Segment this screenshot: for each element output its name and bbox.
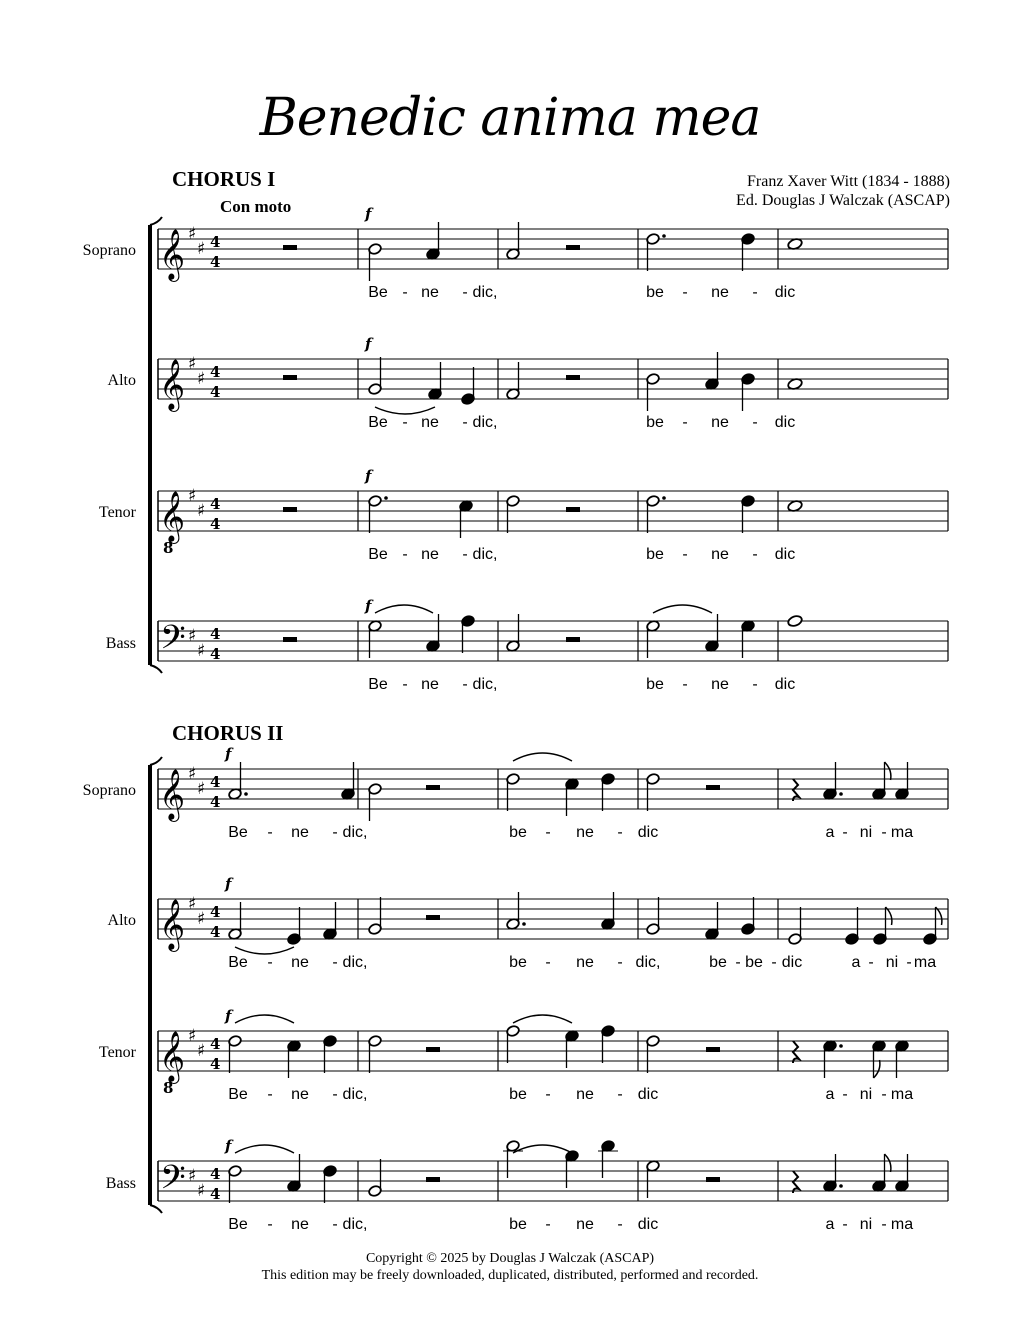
lyric-syllable: Be — [228, 824, 248, 841]
rest — [283, 375, 297, 380]
key-signature-sharp: ♯ — [197, 641, 206, 661]
staff — [158, 1007, 948, 1103]
lyric-syllable: ne — [711, 284, 729, 301]
lyric-syllable: ne — [576, 824, 594, 841]
lyric-syllable: be — [646, 284, 664, 301]
rest — [283, 507, 297, 512]
key-signature-sharp: ♯ — [197, 369, 206, 389]
lyric-syllable: be — [646, 546, 664, 563]
lyric-syllable: - — [617, 954, 623, 971]
lyric-syllable: dic, — [472, 676, 498, 693]
lyric-syllable: ne — [291, 1086, 309, 1103]
augmentation-dot — [384, 496, 388, 500]
lyric-syllable: - — [881, 824, 887, 841]
rest — [706, 1047, 720, 1052]
key-signature-sharp: ♯ — [188, 894, 197, 914]
lyric-syllable: ne — [576, 1216, 594, 1233]
treble-clef: 𝄞 — [159, 769, 186, 820]
dynamic-marking: f — [225, 745, 232, 763]
bass-clef: 𝄢 — [160, 619, 186, 665]
lyric-syllable: dic — [774, 414, 796, 431]
treble-clef: 𝄞 — [159, 1031, 186, 1082]
lyric-syllable: - — [267, 954, 273, 971]
key-signature-sharp: ♯ — [188, 354, 197, 374]
dynamic-marking: f — [365, 597, 372, 615]
augmentation-dot — [662, 234, 666, 238]
rest — [426, 915, 440, 920]
voice-name: Soprano — [82, 242, 136, 259]
lyric-syllable: ne — [291, 824, 309, 841]
lyric-syllable: ne — [421, 414, 439, 431]
key-signature-sharp: ♯ — [197, 1181, 206, 1201]
composer-credit: Franz Xaver Witt (1834 - 1888) — [746, 173, 950, 190]
lyric-syllable: dic — [774, 676, 796, 693]
lyric-syllable: dic, — [472, 414, 498, 431]
voice-name: Soprano — [82, 782, 136, 799]
staff — [158, 875, 948, 971]
key-signature-sharp: ♯ — [197, 909, 206, 929]
lyric-syllable: - — [545, 954, 551, 971]
rest — [566, 245, 580, 250]
dynamic-marking: f — [225, 1007, 232, 1025]
time-signature-top: 4 — [210, 495, 221, 513]
lyric-syllable: - — [545, 824, 551, 841]
time-signature-top: 4 — [210, 625, 221, 643]
staff — [158, 745, 948, 841]
dynamic-marking: f — [365, 205, 372, 223]
quarter-rest — [793, 779, 799, 801]
key-signature-sharp: ♯ — [188, 224, 197, 244]
lyric-syllable: ne — [711, 546, 729, 563]
note-flag — [885, 762, 891, 780]
lyric-syllable: - — [617, 1086, 623, 1103]
lyric-syllable: - — [267, 824, 273, 841]
key-signature-sharp: ♯ — [197, 501, 206, 521]
lyric-syllable: - — [462, 546, 468, 563]
lyric-syllable: - — [462, 284, 468, 301]
time-signature-bottom: 4 — [210, 793, 221, 811]
note-head — [787, 614, 803, 627]
slur — [513, 1145, 572, 1153]
lyric-syllable: - — [332, 1216, 338, 1233]
lyric-syllable: be — [646, 676, 664, 693]
lyric-syllable: ni — [885, 954, 899, 971]
lyric-syllable: Be — [228, 1086, 248, 1103]
rest — [426, 785, 440, 790]
treble-clef: 𝄞 — [159, 229, 186, 280]
rest — [566, 507, 580, 512]
lyric-syllable: be — [509, 824, 527, 841]
bracket-top-hook — [150, 757, 162, 765]
lyric-syllable: - — [752, 284, 758, 301]
lyric-syllable: dic, — [635, 954, 661, 971]
rest — [566, 637, 580, 642]
lyric-syllable: Be — [368, 676, 388, 693]
dynamic-marking: f — [225, 1137, 232, 1155]
voice-name: Bass — [105, 635, 136, 652]
lyric-syllable: - — [545, 1216, 551, 1233]
key-signature-sharp: ♯ — [197, 779, 206, 799]
time-signature-bottom: 4 — [210, 383, 221, 401]
lyric-syllable: - — [881, 1216, 887, 1233]
note-flag — [874, 1060, 880, 1078]
lyric-syllable: ne — [421, 676, 439, 693]
augmentation-dot — [839, 1044, 843, 1048]
lyric-syllable: - — [735, 954, 741, 971]
staff — [158, 597, 948, 693]
key-signature-sharp: ♯ — [188, 1166, 197, 1186]
quarter-rest — [793, 1041, 799, 1063]
time-signature-top: 4 — [210, 903, 221, 921]
lyric-syllable: dic, — [342, 1216, 368, 1233]
augmentation-dot — [522, 922, 526, 926]
time-signature-bottom: 4 — [210, 1055, 221, 1073]
staff — [158, 1137, 948, 1233]
key-signature-sharp: ♯ — [188, 626, 197, 646]
slur — [375, 605, 433, 613]
lyric-syllable: Be — [228, 1216, 248, 1233]
lyric-syllable: - — [682, 414, 688, 431]
lyric-syllable: - — [617, 824, 623, 841]
lyric-syllable: be — [509, 1216, 527, 1233]
voice-name: Bass — [105, 1175, 136, 1192]
lyric-syllable: - — [617, 1216, 623, 1233]
staff — [158, 467, 948, 563]
lyric-syllable: - — [906, 954, 912, 971]
lyric-syllable: ma — [890, 1216, 914, 1233]
lyric-syllable: be — [509, 1086, 527, 1103]
lyric-syllable: - — [267, 1216, 273, 1233]
staff — [158, 335, 948, 431]
time-signature-top: 4 — [210, 1165, 221, 1183]
lyric-syllable: dic — [637, 1216, 659, 1233]
lyric-syllable: - — [771, 954, 777, 971]
lyric-syllable: - — [842, 824, 848, 841]
system-2 — [150, 745, 948, 1233]
lyric-syllable: - — [881, 1086, 887, 1103]
lyric-syllable: - — [752, 676, 758, 693]
lyric-syllable: ne — [711, 414, 729, 431]
bracket-bottom-hook — [150, 1205, 162, 1213]
treble-clef: 𝄞 — [159, 359, 186, 410]
quarter-rest — [793, 1171, 799, 1193]
lyric-syllable: dic, — [342, 824, 368, 841]
dynamic-marking: f — [365, 467, 372, 485]
voice-name: Tenor — [98, 1044, 136, 1061]
time-signature-bottom: 4 — [210, 923, 221, 941]
lyric-syllable: - — [402, 284, 408, 301]
lyric-syllable: - — [332, 824, 338, 841]
lyric-syllable: - — [332, 954, 338, 971]
key-signature-sharp: ♯ — [197, 1041, 206, 1061]
bracket-top-hook — [150, 217, 162, 225]
rest — [706, 785, 720, 790]
chorus-2-label: CHORUS II — [172, 721, 284, 745]
system-1 — [150, 205, 948, 693]
lyric-syllable: be — [646, 414, 664, 431]
staff — [158, 205, 948, 301]
key-signature-sharp: ♯ — [188, 764, 197, 784]
octave-marker: 8 — [163, 539, 174, 557]
lyric-syllable: - — [752, 546, 758, 563]
lyric-syllable: Be — [368, 284, 388, 301]
lyric-syllable: - — [402, 676, 408, 693]
lyric-syllable: - — [462, 676, 468, 693]
lyric-syllable: ni — [859, 1086, 873, 1103]
lyric-syllable: - — [842, 1216, 848, 1233]
octave-marker: 8 — [163, 1079, 174, 1097]
lyric-syllable: dic — [637, 1086, 659, 1103]
lyric-syllable: Be — [228, 954, 248, 971]
lyric-syllable: ne — [291, 954, 309, 971]
time-signature-bottom: 4 — [210, 253, 221, 271]
lyric-syllable: ma — [890, 1086, 914, 1103]
augmentation-dot — [839, 792, 843, 796]
note-flag — [886, 907, 892, 925]
key-signature-sharp: ♯ — [197, 239, 206, 259]
lyric-syllable: a — [825, 824, 835, 841]
lyric-syllable: ne — [421, 284, 439, 301]
bass-clef: 𝄢 — [160, 1159, 186, 1205]
editor-credit: Ed. Douglas J Walczak (ASCAP) — [736, 192, 950, 209]
slur — [235, 947, 294, 954]
dynamic-marking: f — [225, 875, 232, 893]
time-signature-bottom: 4 — [210, 515, 221, 533]
lyric-syllable: dic, — [342, 1086, 368, 1103]
rest — [283, 637, 297, 642]
augmentation-dot — [244, 792, 248, 796]
treble-clef: 𝄞 — [159, 491, 186, 542]
lyric-syllable: ma — [913, 954, 937, 971]
lyric-syllable: - — [462, 414, 468, 431]
lyric-syllable: ni — [859, 1216, 873, 1233]
time-signature-bottom: 4 — [210, 645, 221, 663]
slur — [513, 753, 572, 761]
lyric-syllable: - — [868, 954, 874, 971]
lyric-syllable: be — [745, 954, 763, 971]
lyric-syllable: - — [682, 676, 688, 693]
lyric-syllable: a — [851, 954, 861, 971]
note-flag — [936, 907, 942, 925]
key-signature-sharp: ♯ — [188, 1026, 197, 1046]
lyric-syllable: dic — [637, 824, 659, 841]
lyric-syllable: be — [709, 954, 727, 971]
lyric-syllable: dic — [774, 546, 796, 563]
lyric-syllable: dic, — [342, 954, 368, 971]
rest — [426, 1047, 440, 1052]
score-title: Benedic anima mea — [259, 88, 761, 148]
lyric-syllable: ne — [711, 676, 729, 693]
rest — [706, 1177, 720, 1182]
lyric-syllable: dic, — [472, 284, 498, 301]
lyric-syllable: ni — [859, 824, 873, 841]
slur — [235, 1145, 294, 1153]
lyric-syllable: - — [682, 546, 688, 563]
lyric-syllable: ne — [291, 1216, 309, 1233]
augmentation-dot — [662, 496, 666, 500]
time-signature-top: 4 — [210, 363, 221, 381]
lyric-syllable: - — [402, 414, 408, 431]
lyric-syllable: ne — [421, 546, 439, 563]
lyric-syllable: dic, — [472, 546, 498, 563]
note-flag — [885, 1154, 891, 1172]
rest — [566, 375, 580, 380]
voice-name: Alto — [107, 372, 136, 389]
lyric-syllable: dic — [774, 284, 796, 301]
voice-name: Alto — [107, 912, 136, 929]
lyric-syllable: be — [509, 954, 527, 971]
slur — [235, 1015, 294, 1023]
lyric-syllable: Be — [368, 414, 388, 431]
time-signature-top: 4 — [210, 233, 221, 251]
lyric-syllable: dic — [781, 954, 803, 971]
treble-clef: 𝄞 — [159, 899, 186, 950]
tempo-marking: Con moto — [220, 197, 292, 216]
augmentation-dot — [839, 1184, 843, 1188]
lyric-syllable: - — [267, 1086, 273, 1103]
lyric-syllable: ne — [576, 1086, 594, 1103]
slur — [375, 407, 435, 414]
time-signature-top: 4 — [210, 1035, 221, 1053]
lyric-syllable: ne — [576, 954, 594, 971]
lyric-syllable: - — [545, 1086, 551, 1103]
time-signature-top: 4 — [210, 773, 221, 791]
license-notice: This edition may be freely downloaded, duplicated, distributed, performed and recorded. — [261, 1268, 759, 1283]
voice-name: Tenor — [98, 504, 136, 521]
chorus-1-label: CHORUS I — [172, 167, 276, 191]
lyric-syllable: - — [332, 1086, 338, 1103]
lyric-syllable: - — [402, 546, 408, 563]
slur — [513, 1015, 572, 1023]
lyric-syllable: - — [842, 1086, 848, 1103]
lyric-syllable: Be — [368, 546, 388, 563]
time-signature-bottom: 4 — [210, 1185, 221, 1203]
lyric-syllable: ma — [890, 824, 914, 841]
slur — [653, 605, 712, 613]
bracket-bottom-hook — [150, 665, 162, 673]
lyric-syllable: a — [825, 1216, 835, 1233]
dynamic-marking: f — [365, 335, 372, 353]
copyright-notice: Copyright © 2025 by Douglas J Walczak (ASCAP) — [365, 1251, 655, 1266]
lyric-syllable: - — [752, 414, 758, 431]
key-signature-sharp: ♯ — [188, 486, 197, 506]
rest — [283, 245, 297, 250]
rest — [426, 1177, 440, 1182]
lyric-syllable: a — [825, 1086, 835, 1103]
lyric-syllable: - — [682, 284, 688, 301]
